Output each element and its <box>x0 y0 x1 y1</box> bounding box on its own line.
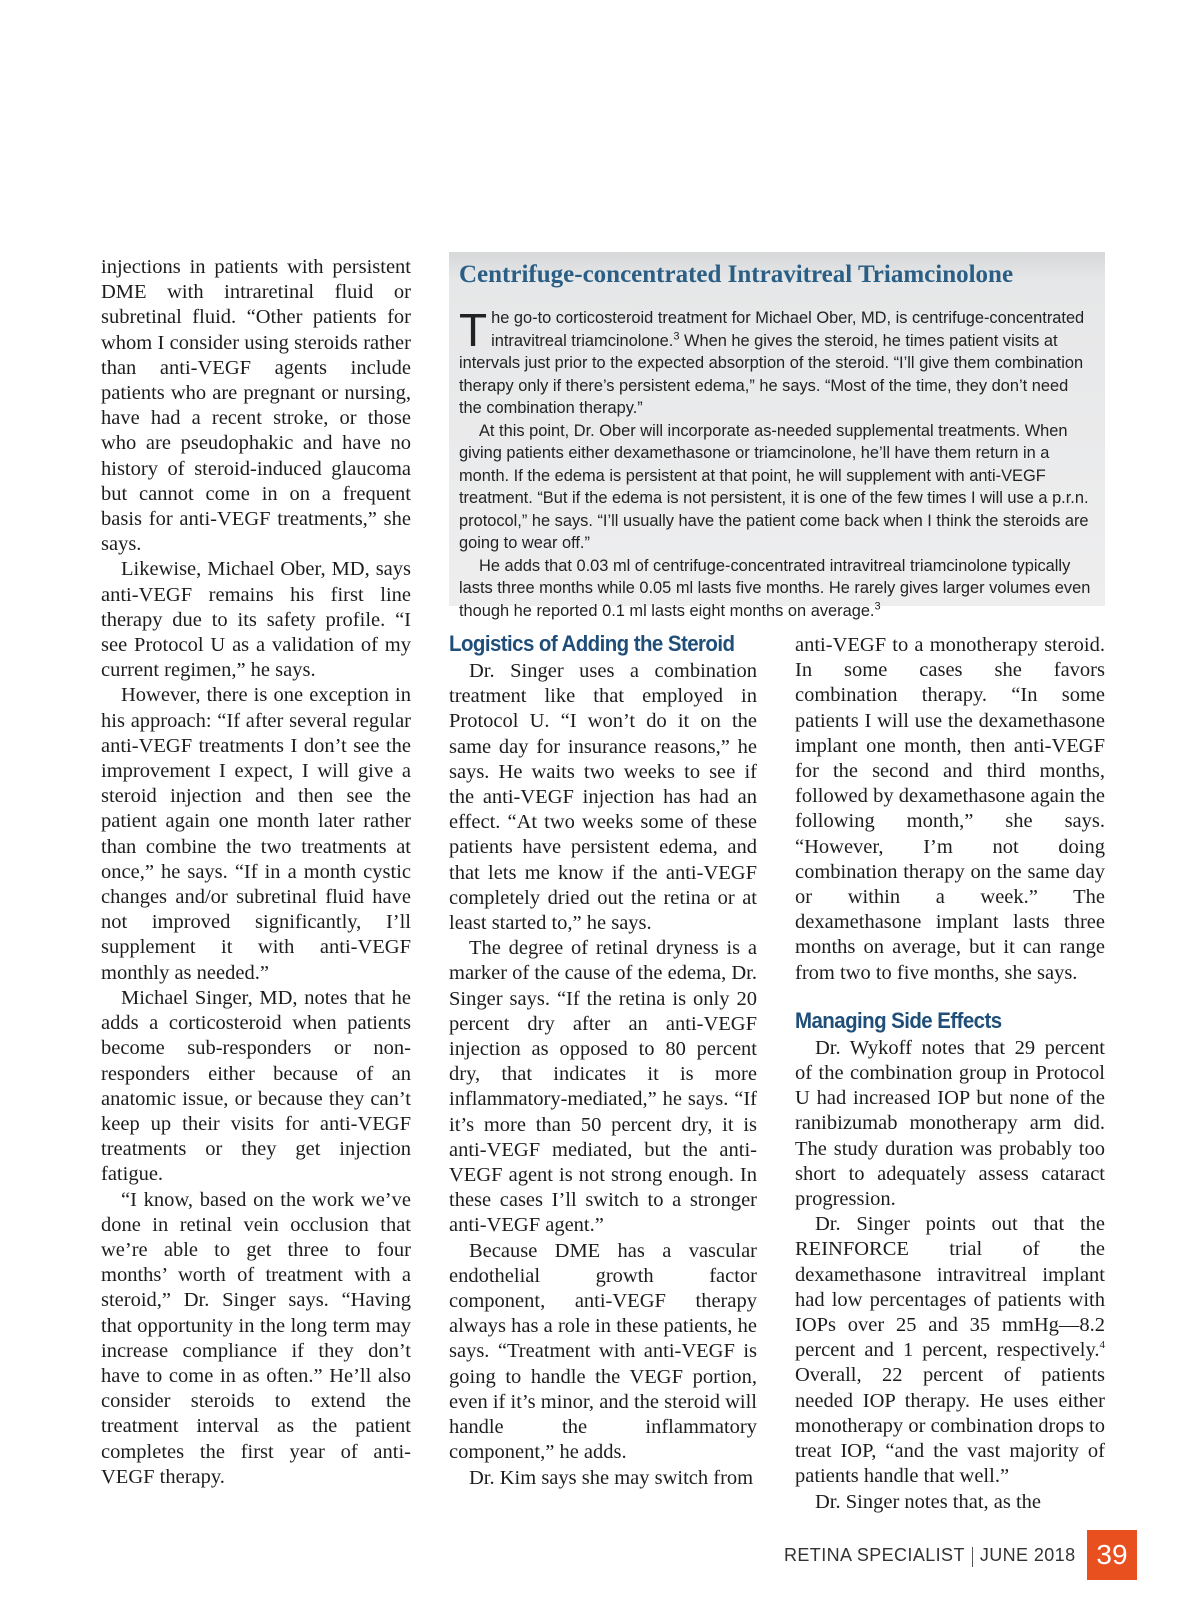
paragraph: Likewise, Michael Ober, MD, says anti-VEGF remains his first line therapy due to its safety profile. “I see Protocol U as a validation of my current regimen,” he says. <box>101 558 411 682</box>
paragraph: Dr. Kim says she may switch from <box>469 1466 754 1489</box>
citation-ref: 3 <box>673 330 680 343</box>
right-article-column <box>795 633 1105 1515</box>
sidebar-body <box>459 304 1095 622</box>
paragraph: “I know, based on the work we’ve done in retinal vein occlusion that we’re able to get three to four months’ worth of treatment with a steroid,” Dr. Singer says. “Having that opportunity in the long term may increase compliance if they don’t have to come in as often.” He’ll also consider steroids to extend the treatment interval as the patient completes the first year of anti-VEGF therapy. <box>101 1188 411 1488</box>
page-number: 39 <box>1087 1530 1137 1580</box>
paragraph: Dr. Singer notes that, as the <box>815 1490 1042 1513</box>
section-heading: Managing Side Effects <box>795 1007 1002 1033</box>
paragraph: However, there is one exception in his approach: “If after several regular anti-VEGF treatments I don’t see the improvement I expect, I will give a steroid injection and then see the patient again one month later rather than combine the two treatments at once,” he says. “If in a month cystic changes and/or subretinal fluid have not improved significantly, I’ll supplement it with anti-VEGF monthly as needed.” <box>101 684 411 984</box>
paragraph: Dr. Singer uses a combination treatment like that employed in Protocol U. “I won’t do it on the same day for insurance reasons,” he says. He waits two weeks to see if the anti-VEGF injection has had an effect. “At two weeks some of these patients have persistent edema, and that lets me know if the anti-VEGF completely dried out the retina or at least started to,” he says. <box>449 660 757 935</box>
citation-ref: 4 <box>1099 1339 1105 1352</box>
sidebar-box <box>449 252 1105 620</box>
page-footer <box>784 1530 1076 1582</box>
sidebar-title: Centrifuge-concentrated Intravitreal Triamcinolone <box>459 261 1014 288</box>
paragraph: anti-VEGF to a monotherapy steroid. In some cases she favors combination therapy. “In some patients I will use the dexamethasone implant one month, then anti-VEGF for the second and third months, followed by dexamethasone again the following month,” she says. “However, I’m not doing combination therapy on the same day or within a week.” The dexamethasone implant lasts three months on average, but it can range from two to five months, she says. <box>795 634 1105 984</box>
paragraph: Michael Singer, MD, notes that he adds a corticosteroid when patients become sub-responders or non-responders either because of an anatomic issue, or because they can’t keep up their visits for anti-VEGF treatments or they get injection fatigue. <box>101 986 411 1186</box>
left-article-column <box>101 255 411 1490</box>
drop-cap: T <box>459 304 488 356</box>
paragraph: injections in patients with persistent DME with intraretinal fluid or subretinal fluid. “Other patients for whom I consider using steroids rather than anti-VEGF agents include patients who are pregnant or nursing, have had a recent stroke, or those who are pseudophakic and have no history of steroid-induced glaucoma but cannot come in on a frequent basis for anti-VEGF treatments,” she says. <box>101 256 411 556</box>
citation-ref: 3 <box>874 600 881 613</box>
paragraph: The degree of retinal dryness is a marker of the cause of the edema, Dr. Singer says. “If the retina is only 20 percent dry after an anti-VEGF injection as opposed to 80 percent dry, that indicates it is more inflammatory-mediated,” he says. “If it’s more than 50 percent dry, it is anti-VEGF mediated, but the anti-VEGF agent is not strong enough. In these cases I’ll switch to a stronger anti-VEGF agent.” <box>449 937 757 1237</box>
sidebar-paragraph: At this point, Dr. Ober will incorporate as-needed supplemental treatments. When giving patients either dexamethasone or triamcinolone, he’ll have them return in a month. If the edema is persistent at that point, he will supplement with anti-VEGF treatment. “But if the edema is not persistent, it is one of the few times I will use a p.r.n. protocol,” he says. “I’ll usually have the patient come back when I think the steroids are going to wear off.” <box>459 421 1089 552</box>
footer-divider <box>972 1547 973 1567</box>
paragraph: Dr. Singer points out that the REINFORCE trial of the dexamethasone intravitreal implant had low percentages of patients with IOPs over 25 and 35 mmHg—8.2 percent and 1 percent, respectively.$^4$ Overall, 22 percent of patients needed IOP therapy. He uses either monotherapy or combination drops to treat IOP, “and the vast majority of patients handle that well.” <box>795 1213 1105 1488</box>
footer-publication: RETINA SPECIALIST JUNE 2018 <box>784 1545 1076 1566</box>
sidebar-paragraph: The go-to corticosteroid treatment for Michael Ober, MD, is centrifuge-concentrated intravitreal triamcinolone.$^3$ When he gives the steroid, he times patient visits at intervals just prior to the expected absorption of the steroid. “I’ll give them combination therapy only if there’s persistent edema,” he says. “Most of the time, they don’t need the combination therapy.” <box>459 304 1085 417</box>
section-heading: Logistics of Adding the Steroid <box>449 631 735 656</box>
paragraph: Dr. Wykoff notes that 29 percent of the combination group in Protocol U had increased IOP but none of the ranibizumab monotherapy arm did. The study duration was probably too short to adequately assess cataract progression. <box>795 1036 1105 1211</box>
sidebar-paragraph: He adds that 0.03 ml of centrifuge-concentrated intravitreal triamcinolone typically lasts three months while 0.05 ml lasts five months. He rarely gives larger volumes even though he reported 0.1 ml lasts eight months on average.$^3$ <box>459 556 1091 620</box>
middle-article-column <box>449 631 757 1491</box>
paragraph: Because DME has a vascular endothelial growth factor component, anti-VEGF therapy always has a role in these patients, he says. “Treatment with anti-VEGF is going to handle the VEGF portion, even if it’s minor, and the steroid will handle the inflammatory component,” he adds. <box>449 1239 757 1464</box>
